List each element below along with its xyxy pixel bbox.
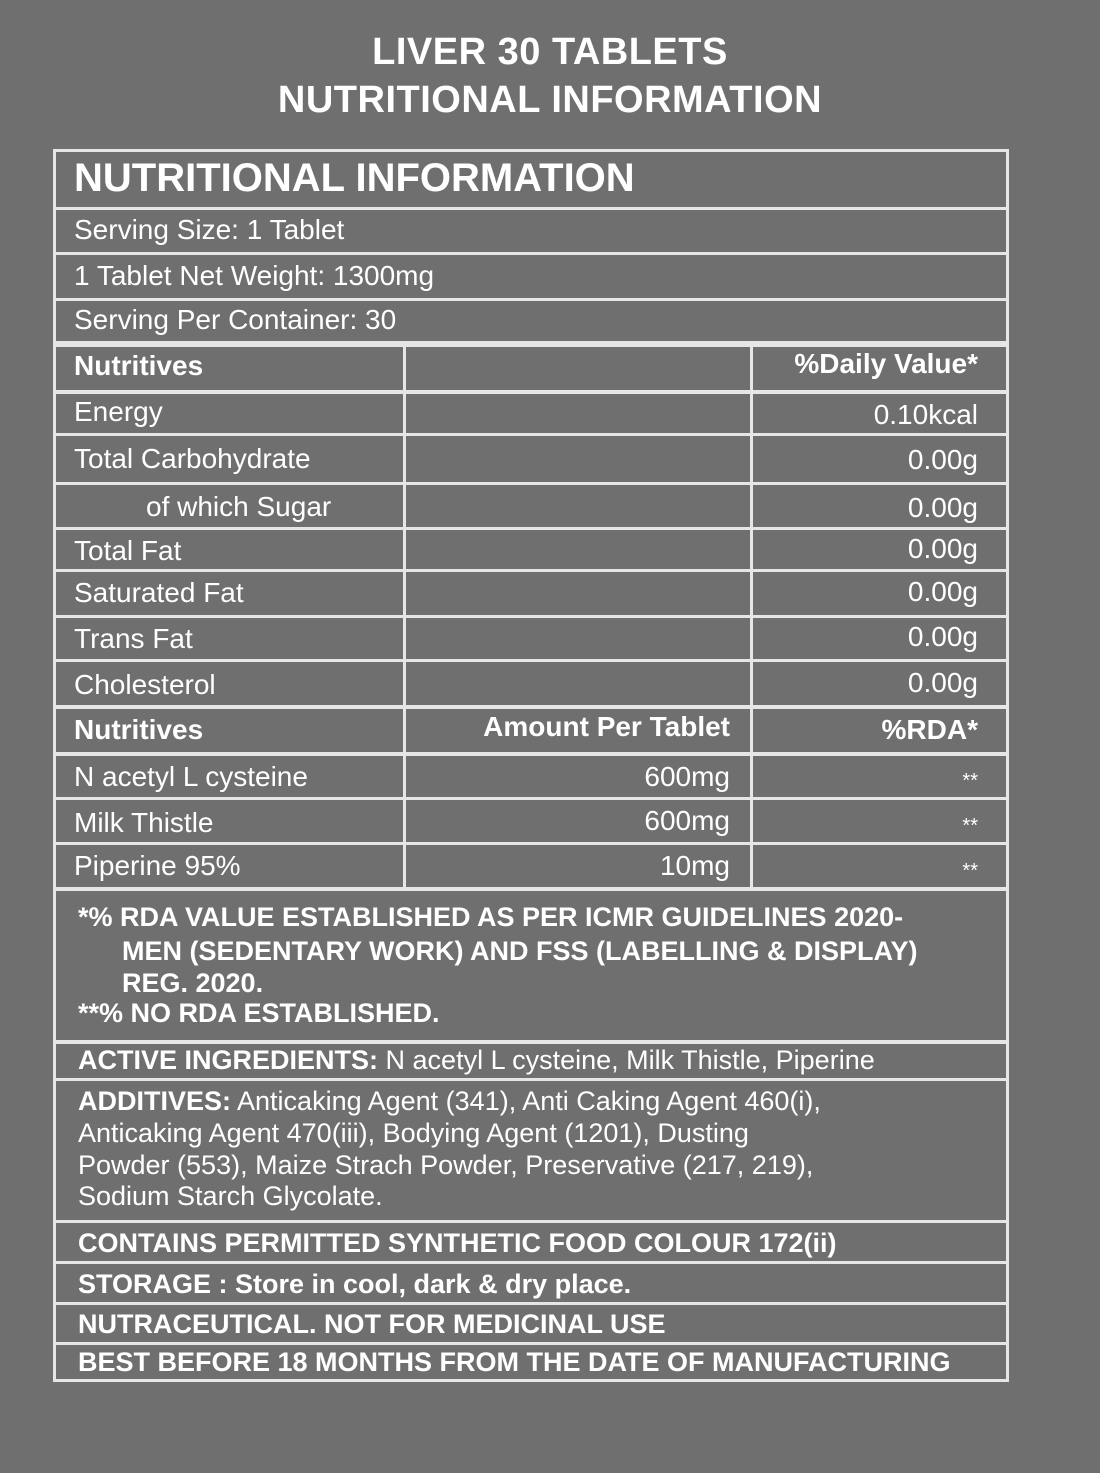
colour-statement: CONTAINS PERMITTED SYNTHETIC FOOD COLOUR 172(ii)	[78, 1228, 837, 1258]
table-row-value: 0.00g	[907, 492, 978, 523]
table-row-value: **	[962, 815, 978, 837]
divider	[56, 207, 1006, 210]
divider	[56, 252, 1006, 255]
divider	[56, 569, 1006, 572]
table-row-value: 0.10kcal	[873, 399, 978, 430]
divider	[56, 1220, 1006, 1223]
table-row-value: **	[962, 770, 978, 792]
divider	[56, 1342, 1006, 1345]
divider	[56, 341, 1006, 347]
note-line: **% NO RDA ESTABLISHED.	[78, 998, 440, 1028]
table-row-amount: 10mg	[659, 850, 730, 881]
table-row-name: Cholesterol	[74, 669, 216, 700]
table-row-value: 0.00g	[907, 576, 978, 607]
best-before-statement: BEST BEFORE 18 MONTHS FROM THE DATE OF MANUFACTURING	[78, 1347, 951, 1377]
table-header-nutritives: Nutritives	[74, 714, 204, 745]
table-row-value: 0.00g	[907, 444, 978, 475]
divider	[56, 842, 1006, 845]
divider	[56, 615, 1006, 618]
table-header-rda: %RDA*	[881, 714, 978, 745]
divider	[56, 482, 1006, 485]
active-ingredients	[78, 1044, 875, 1076]
divider	[56, 1261, 1006, 1264]
table-row-name: Energy	[74, 396, 163, 427]
divider	[56, 527, 1006, 530]
active-ingredients-text: N acetyl L cysteine, Milk Thistle, Piperine	[378, 1045, 875, 1075]
table-row-name: Milk Thistle	[74, 807, 214, 838]
table-header-amount: Amount Per Tablet	[483, 711, 730, 742]
panel-heading: NUTRITIONAL INFORMATION	[74, 156, 635, 200]
storage-statement	[78, 1268, 631, 1301]
servings-per-container: Serving Per Container: 30	[74, 304, 397, 335]
divider	[56, 797, 1006, 800]
divider	[56, 659, 1006, 662]
note-line: MEN (SEDENTARY WORK) AND FSS (LABELLING & DISPLAY)	[122, 936, 918, 966]
note-line: REG. 2020.	[122, 968, 264, 998]
nutraceutical-statement: NUTRACEUTICAL. NOT FOR MEDICINAL USE	[78, 1309, 666, 1339]
divider	[56, 752, 1006, 756]
storage-label: STORAGE :	[78, 1269, 228, 1299]
nutrition-panel	[53, 149, 1009, 1382]
title-subheading: NUTRITIONAL INFORMATION	[277, 79, 823, 121]
divider	[56, 390, 1006, 394]
table-row-name: Saturated Fat	[74, 577, 244, 608]
table-row-value: 0.00g	[907, 533, 978, 564]
storage-text: Store in cool, dark & dry place.	[227, 1269, 632, 1299]
page-title	[0, 28, 1100, 124]
table-header-daily-value: %Daily Value*	[794, 348, 978, 379]
note-line: *% RDA VALUE ESTABLISHED AS PER ICMR GUIDELINES 2020-	[78, 902, 904, 932]
table-row-name: N acetyl L cysteine	[74, 761, 308, 792]
divider	[56, 298, 1006, 301]
table-row-value: **	[962, 860, 978, 882]
divider	[56, 1302, 1006, 1305]
table-row-name: Piperine 95%	[74, 850, 241, 881]
net-weight: 1 Tablet Net Weight: 1300mg	[74, 260, 435, 291]
table-row-value: 0.00g	[907, 667, 978, 698]
table-header-nutritives: Nutritives	[74, 350, 204, 381]
table-row-amount: 600mg	[644, 761, 730, 792]
divider	[56, 1078, 1006, 1081]
serving-size: Serving Size: 1 Tablet	[74, 214, 345, 245]
product-title: LIVER 30 TABLETS	[372, 31, 728, 73]
divider	[56, 705, 1006, 709]
active-ingredients-label: ACTIVE INGREDIENTS:	[78, 1045, 379, 1075]
table-row-value: 0.00g	[907, 621, 978, 652]
additives-text: Powder (553), Maize Strach Powder, Preservative (217, 219),	[78, 1150, 814, 1180]
additives-text: Anticaking Agent (341), Anti Caking Agent 460(i),	[231, 1086, 821, 1116]
additives-text: Anticaking Agent 470(iii), Bodying Agent (1201), Dusting	[78, 1118, 749, 1148]
table-row-name: of which Sugar	[146, 491, 332, 522]
table-row-amount: 600mg	[644, 805, 730, 836]
divider	[56, 887, 1006, 891]
table-row-name: Trans Fat	[74, 623, 193, 654]
additives-text: Sodium Starch Glycolate.	[78, 1181, 383, 1211]
table-row-name: Total Carbohydrate	[74, 443, 311, 474]
additives-label: ADDITIVES:	[78, 1086, 232, 1116]
table-row-name: Total Fat	[74, 535, 182, 566]
divider	[56, 433, 1006, 436]
